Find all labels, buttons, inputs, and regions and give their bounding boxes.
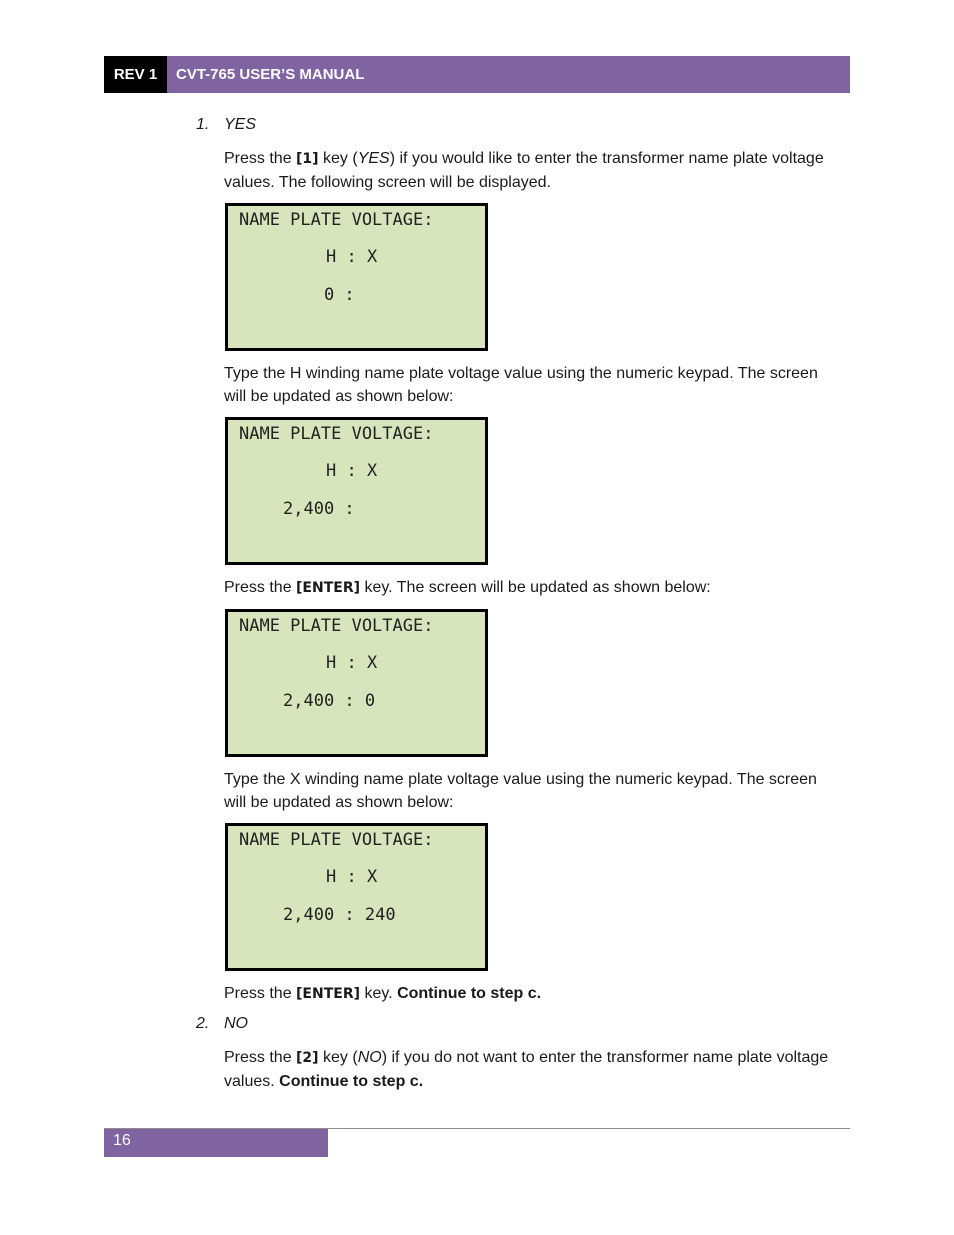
paragraph-press-enter-1: Press the [ENTER] key. The screen will be updated as shown below: [224, 579, 711, 596]
option-no-label: NO [224, 1015, 248, 1032]
lcd-line-2: H : X [326, 867, 378, 887]
lcd-screen-3 [225, 609, 488, 757]
page-header [104, 56, 850, 93]
paragraph-h-winding: Type the H winding name plate voltage value using the numeric keypad. The screen will be updated as shown below: [224, 365, 818, 405]
lcd-screen-2 [225, 417, 488, 565]
lcd-line-3: 2,400 : [283, 499, 355, 519]
key-2: [2] [296, 1050, 319, 1066]
list-number-2: 2. [196, 1015, 210, 1032]
lcd-line-2: H : X [326, 653, 378, 673]
lcd-line-3: 2,400 : 0 [283, 691, 376, 711]
manual-title: CVT-765 USER’S MANUAL [167, 56, 850, 93]
page-number: 16 [104, 1129, 328, 1157]
lcd-line-1: NAME PLATE VOLTAGE: [239, 830, 434, 850]
key-enter: [ENTER] [296, 580, 361, 596]
revision-label: REV 1 [104, 56, 167, 93]
key-1: [1] [296, 151, 319, 167]
lcd-line-1: NAME PLATE VOLTAGE: [239, 210, 434, 230]
option-yes-label: YES [224, 116, 257, 133]
lcd-screen-4 [225, 823, 488, 971]
list-number-1: 1. [196, 116, 210, 133]
paragraph-press-enter-2: Press the [ENTER] key. Continue to step c. [224, 985, 542, 1002]
key-enter: [ENTER] [296, 986, 361, 1002]
lcd-line-2: H : X [326, 461, 378, 481]
paragraph-x-winding: Type the X winding name plate voltage value using the numeric keypad. The screen will be updated as shown below: [224, 771, 817, 811]
paragraph-no-instructions: Press the [2] key (NO) if you do not want to enter the transformer name plate voltage values. Continue to step c. [224, 1049, 829, 1090]
lcd-line-3: 0 : [283, 285, 355, 305]
paragraph-yes-instructions: Press the [1] key (YES) if you would like to enter the transformer name plate voltage values. The following screen will be displayed. [224, 150, 824, 191]
lcd-screen-1 [225, 203, 488, 351]
lcd-line-1: NAME PLATE VOLTAGE: [239, 424, 434, 444]
lcd-line-2: H : X [326, 247, 378, 267]
lcd-line-1: NAME PLATE VOLTAGE: [239, 616, 434, 636]
lcd-line-3: 2,400 : 240 [283, 905, 396, 925]
